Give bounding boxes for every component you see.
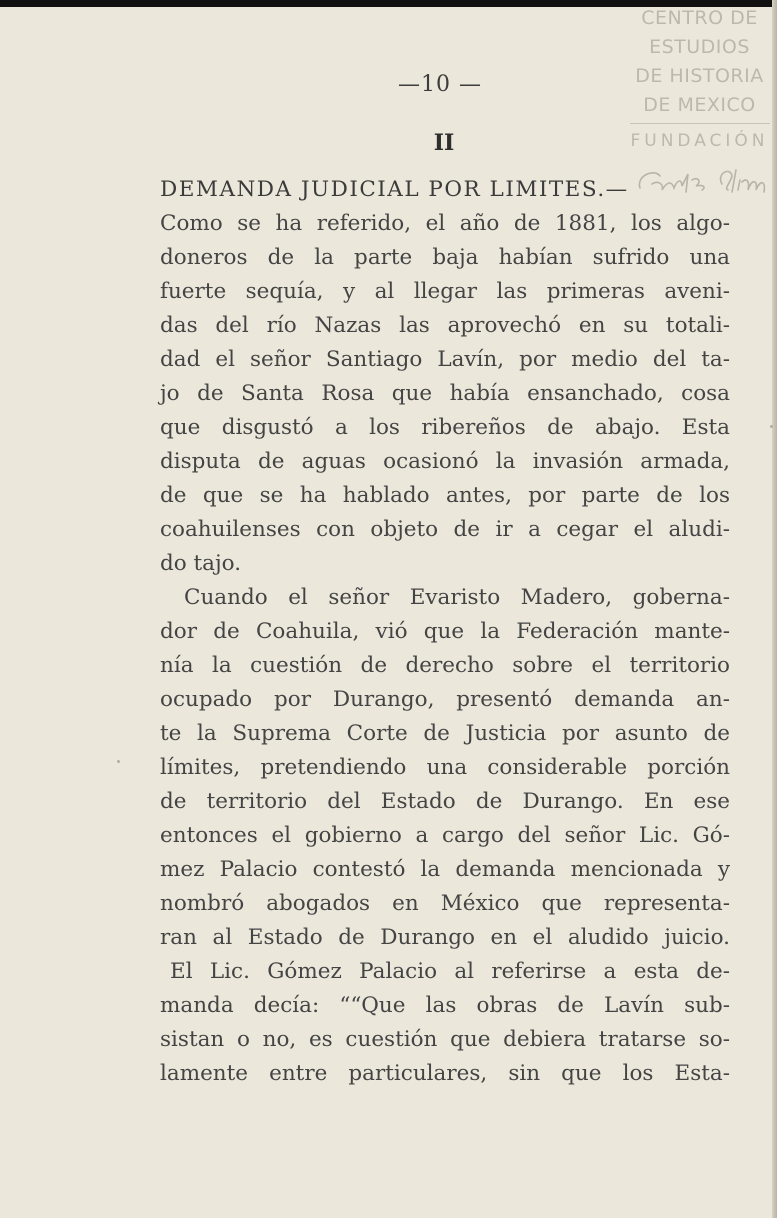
body-text	[160, 173, 730, 1091]
paper-speck	[117, 760, 120, 763]
paper-speck	[770, 425, 773, 428]
text-line: das del río Nazas las aprovechó en su totali-	[160, 313, 730, 338]
text-line: límites, pretendiendo una considerable porción	[160, 755, 730, 780]
page-number: —10 —	[398, 72, 482, 97]
watermark-line-2: ESTUDIOS	[649, 36, 750, 58]
watermark-foundation: FUNDACIÓN	[630, 131, 769, 151]
text-line: nía la cuestión de derecho sobre el territorio	[160, 653, 730, 678]
text-line: jo de Santa Rosa que había ensanchado, cosa	[160, 381, 730, 406]
text-line: sistan o no, es cuestión que debiera tratarse so-	[160, 1027, 730, 1052]
text-line: dor de Coahuila, vió que la Federación mante-	[160, 619, 730, 644]
text-line: disputa de aguas ocasionó la invasión armada,	[160, 449, 730, 474]
text-line: de que se ha hablado antes, por parte de los	[160, 483, 730, 508]
text-line: te la Suprema Corte de Justicia por asunto de	[160, 721, 730, 746]
text-line: mez Palacio contestó la demanda mencionada y	[160, 857, 730, 882]
text-line: entonces el gobierno a cargo del señor Lic. Gó-	[160, 823, 730, 848]
watermark-line-4: DE MEXICO	[643, 94, 756, 116]
chapter-numeral: II	[433, 130, 455, 156]
watermark-line-3: DE HISTORIA	[635, 65, 764, 87]
watermark-line-1: CENTRO DE	[641, 7, 758, 29]
text-line: Cuando el señor Evaristo Madero, goberna-	[184, 585, 730, 610]
text-line: fuerte sequía, y al llegar las primeras aveni-	[160, 279, 730, 304]
text-line: do tajo.	[160, 551, 242, 576]
text-line: lamente entre particulares, sin que los Esta-	[160, 1061, 730, 1086]
text-line: El Lic. Gómez Palacio al referirse a esta de-	[170, 959, 730, 984]
text-line: manda decía: ““Que las obras de Lavín sub-	[160, 993, 730, 1018]
text-line: que disgustó a los ribereños de abajo. Esta	[160, 415, 730, 440]
text-line: ocupado por Durango, presentó demanda an-	[160, 687, 730, 712]
text-line: nombró abogados en México que representa-	[160, 891, 730, 916]
text-line: dad el señor Santiago Lavín, por medio del ta-	[160, 347, 730, 372]
text-line: doneros de la parte baja habían sufrido una	[160, 245, 730, 270]
text-line: coahuilenses con objeto de ir a cegar el aludi-	[160, 517, 730, 542]
text-line: Como se ha referido, el año de 1881, los algo-	[160, 211, 730, 236]
text-line: de territorio del Estado de Durango. En ese	[160, 789, 730, 814]
section-heading-line: DEMANDA JUDICIAL POR LIMITES.—	[160, 177, 629, 202]
watermark-rule	[630, 123, 770, 124]
text-line: ran al Estado de Durango en el aludido juicio.	[160, 925, 730, 950]
